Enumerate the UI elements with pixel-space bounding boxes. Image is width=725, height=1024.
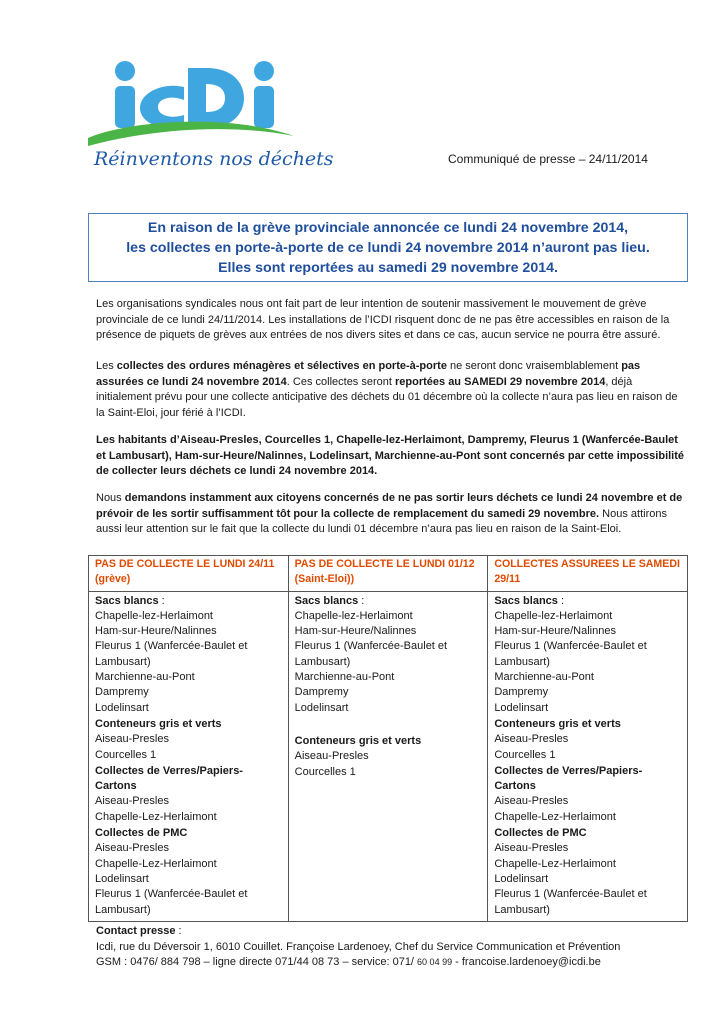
paragraph-intro: Les organisations syndicales nous ont fait part de leur intention de soutenir massivement le mouvement de grève provinciale de ce lundi 24/11/2014. Les installations de l’ICDI risquent donc de ne pas être accessibles en raison de la présence de piquets de grèves aux entrées de nos divers sites et dans ce cas, aucun service ne pourra être assuré.	[96, 298, 670, 342]
commune-item: Lodelinsart	[494, 701, 549, 714]
section-title	[494, 764, 681, 795]
collection-section	[494, 764, 681, 825]
bold-text: pas assurées ce lundi 24 novembre 2014	[96, 360, 641, 388]
bold-text: collectes des ordures ménagères et sélectives en porte-à-porte	[116, 360, 447, 372]
paragraph-habitants: Les habitants d’Aiseau-Presles, Courcelles 1, Chapelle-lez-Herlaimont, Dampremy, Fleurus 1 (Wanfercée-Baulet et Lambusart), Ham-sur-Heure/Nalinnes, Lodelinsart, Marchienne-au-Pont sont concernés par cette impossibilité de collecter leurs déchets ce lundi 24 novembre 2014.	[96, 434, 685, 478]
headline-line: les collectes en porte-à-porte de ce lundi 24 novembre 2014 n’auront pas lieu.	[126, 240, 650, 256]
section-title-suffix: :	[158, 594, 165, 607]
collection-section	[95, 594, 282, 716]
commune-item: Aiseau-Presles	[95, 842, 169, 855]
table-header: COLLECTES ASSUREES LE SAMEDI 29/11	[488, 556, 688, 592]
text: GSM : 0476/ 884 798 – ligne directe 071/44 08 73 – service: 071/	[96, 956, 418, 969]
commune-item: Aiseau-Presles	[494, 842, 569, 855]
collection-table	[88, 555, 688, 922]
section-title-text: Conteneurs gris et verts	[95, 717, 222, 730]
commune-item: Dampremy	[494, 686, 549, 699]
collection-section	[295, 734, 482, 780]
collection-section	[95, 826, 282, 918]
bold-text: reportées au SAMEDI 29 novembre 2014	[395, 375, 606, 388]
commune-item: Ham-sur-Heure/Nalinnes	[294, 625, 417, 638]
text: , déjà initialement prévu pour une collecte anticipative des déchets du 01 décembre où la collecte n’aura pas lieu en raison de la Saint-Eloi, jour férié à l’ICDI.	[96, 375, 678, 419]
section-title-suffix: :	[358, 594, 365, 607]
commune-item: Lodelinsart	[494, 872, 549, 885]
contact-block	[96, 924, 696, 971]
section-title	[295, 594, 482, 609]
contact-label: Contact presse	[96, 925, 176, 937]
commune-item: Fleurus 1 (Wanfercée-Baulet et Lambusart)	[494, 888, 647, 916]
commune-item: Aiseau-Presles	[95, 733, 169, 746]
commune-item: Chapelle-lez-Herlaimont	[494, 609, 613, 622]
table-header: PAS DE COLLECTE LE LUNDI 01/12 (Saint-Eloi))	[288, 556, 488, 592]
commune-item: Fleurus 1 (Wanfercée-Baulet et Lambusart)	[95, 888, 248, 916]
text: Nous	[96, 492, 125, 504]
commune-item: Ham-sur-Heure/Nalinnes	[494, 625, 616, 638]
logo-tagline: Réinventons nos déchets	[94, 148, 334, 170]
text: Nous attirons aussi leur attention sur le fait que la collecte du lundi 01 décembre n’aura pas lieu en raison de la Saint-Eloi.	[96, 507, 667, 536]
text: 60 04 99	[417, 957, 453, 968]
commune-item: Lodelinsart	[95, 872, 149, 885]
section-title	[95, 826, 282, 841]
contact-heading	[96, 924, 696, 940]
headline-line: En raison de la grève provinciale annoncée ce lundi 24 novembre 2014,	[147, 220, 629, 236]
collection-section	[95, 717, 282, 763]
commune-item: Lodelinsart	[294, 701, 349, 714]
contact-address: Icdi, rue du Déversoir 1, 6010 Couillet. Françoise Lardenoey, Chef du Service Communication et Prévention	[96, 940, 621, 953]
text: . Ces collectes seront	[286, 375, 395, 388]
section-title-text: Collectes de Verres/Papiers-Cartons	[95, 764, 243, 793]
contact-phones	[96, 955, 696, 971]
commune-item: Fleurus 1 (Wanfercée-Baulet et Lambusart)	[294, 640, 448, 668]
section-title-suffix: :	[557, 594, 565, 607]
section-title	[494, 826, 681, 841]
section-title	[95, 717, 282, 732]
commune-item: Courcelles 1	[494, 748, 556, 761]
commune-item: Chapelle-Lez-Herlaimont	[494, 810, 616, 823]
section-title-text: Conteneurs gris et verts	[494, 717, 621, 730]
table-cell	[89, 591, 289, 921]
section-title-text: Sacs blancs	[294, 594, 359, 607]
bold-text: demandons instamment aux citoyens concernés de ne pas sortir leurs déchets ce lundi 24 novembre et de prévoir de les sortir suffisamment tôt pour la collecte de remplacement du samedi 29 novembre.	[96, 492, 683, 520]
collection-section	[494, 717, 681, 763]
text: ne seront donc vraisemblablement	[446, 360, 622, 372]
collection-section	[95, 764, 282, 825]
commune-item: Marchienne-au-Pont	[494, 671, 594, 684]
section-title-text: Conteneurs gris et verts	[294, 734, 422, 747]
commune-item: Aiseau-Presles	[95, 795, 169, 808]
commune-item: Dampremy	[294, 686, 349, 699]
collection-section	[494, 826, 681, 918]
text: :	[175, 925, 182, 937]
commune-item: Chapelle-Lez-Herlaimont	[494, 857, 616, 870]
commune-item: Chapelle-lez-Herlaimont	[95, 609, 213, 622]
section-title	[494, 717, 681, 732]
paragraph-collectes	[96, 359, 686, 421]
collection-section	[295, 594, 482, 716]
commune-item: Marchienne-au-Pont	[294, 671, 395, 684]
commune-item: Fleurus 1 (Wanfercée-Baulet et Lambusart)	[494, 640, 647, 668]
section-title-text: Collectes de Verres/Papiers-Cartons	[494, 764, 643, 793]
section-title-text: Collectes de PMC	[494, 827, 587, 840]
headline-line: Elles sont reportées au samedi 29 novembre 2014.	[218, 260, 558, 276]
text: Les	[96, 360, 117, 372]
commune-item: Aiseau-Presles	[494, 733, 569, 746]
section-title	[295, 734, 482, 749]
commune-item: Courcelles 1	[294, 765, 356, 778]
commune-item: Chapelle-Lez-Herlaimont	[95, 857, 217, 870]
section-title	[95, 764, 282, 795]
commune-item: Lodelinsart	[95, 701, 149, 714]
commune-item: Aiseau-Presles	[294, 750, 369, 763]
commune-item: Aiseau-Presles	[494, 795, 569, 808]
commune-item: Courcelles 1	[95, 748, 157, 761]
section-title-text: Sacs blancs	[95, 594, 159, 607]
paragraph-demande	[96, 491, 686, 538]
contact-email: - francoise.lardenoey@icdi.be	[452, 956, 601, 969]
icdi-logo	[84, 60, 334, 178]
commune-item: Chapelle-lez-Herlaimont	[294, 609, 413, 622]
commune-item: Ham-sur-Heure/Nalinnes	[95, 625, 217, 638]
table-header: PAS DE COLLECTE LE LUNDI 24/11 (grève)	[89, 556, 289, 592]
table-cell	[288, 591, 488, 921]
press-release-date: Communiqué de presse – 24/11/2014	[448, 152, 648, 166]
commune-item: Chapelle-Lez-Herlaimont	[95, 810, 217, 823]
section-title	[95, 594, 282, 609]
section-title-text: Collectes de PMC	[95, 827, 188, 840]
commune-item: Marchienne-au-Pont	[95, 671, 195, 684]
commune-item: Fleurus 1 (Wanfercée-Baulet et Lambusart)	[95, 640, 248, 668]
section-title-text: Sacs blancs	[494, 594, 558, 607]
section-title	[494, 594, 681, 609]
headline-box	[88, 213, 688, 282]
collection-section	[494, 594, 681, 716]
commune-item: Dampremy	[95, 686, 149, 699]
table-cell	[488, 591, 688, 921]
